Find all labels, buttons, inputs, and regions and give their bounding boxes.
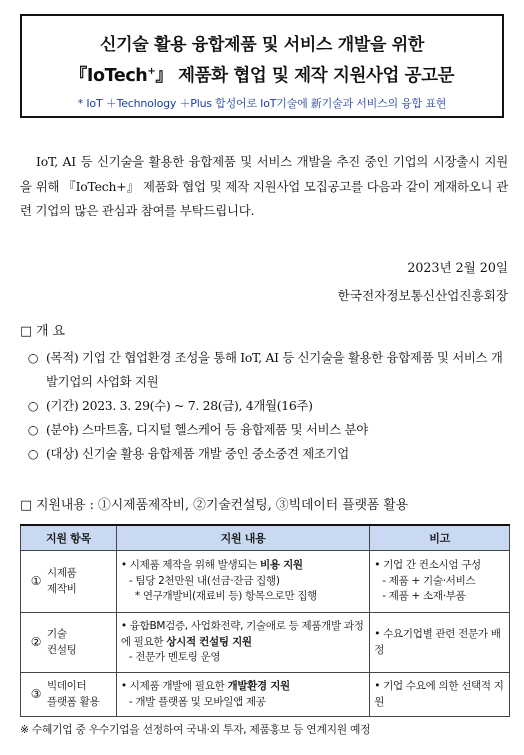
title-line-2 (22, 62, 502, 87)
support-item-cell (21, 613, 117, 673)
intro-paragraph (20, 150, 508, 224)
content-sub: - 팀당 2천만원 내(선금·잔금 집행) (128, 574, 280, 587)
overview-item-purpose (20, 346, 510, 394)
remarks-sub: - 제품 + 기술·서비스 (382, 574, 476, 587)
title-plus-sup: + (147, 66, 156, 78)
title-line-2-pre: 『IoTech (69, 66, 148, 86)
remarks-line: • 기업 간 컨소시엄 구성 (374, 559, 481, 572)
overview-heading: □ 개 요 (20, 324, 65, 339)
support-item-cell (21, 673, 117, 717)
item-name: 빅데이터 플랫폼 활용 (47, 680, 100, 708)
remarks-sub: - 제품 + 소재·부품 (382, 590, 466, 603)
content-emphasis: 개발환경 지원 (227, 680, 290, 692)
table-row (21, 673, 510, 717)
item-number: ③ (30, 686, 42, 701)
content-emphasis: 상시적 컨설팅 지원 (166, 635, 252, 648)
support-content-cell (116, 673, 369, 717)
support-heading: □ 지원내용 : ①시제품제작비, ②기술컨설팅, ③빅데이터 플랫폼 활용 (20, 498, 409, 513)
circle-bullet-icon: ○ (27, 350, 39, 365)
support-remarks-cell (370, 673, 510, 717)
support-content-cell (116, 551, 369, 613)
content-sub: - 전문가 멘토링 운영 (128, 651, 221, 664)
item-name: 기술 컨설팅 (47, 628, 77, 656)
circle-bullet-icon: ○ (27, 446, 39, 461)
overview-list (20, 346, 510, 466)
overview-item-text: (분야) 스마트홈, 디지털 헬스케어 등 융합제품 및 서비스 분야 (46, 422, 368, 437)
footnote: ※ 수혜기업 중 우수기업을 선정하여 국내·외 투자, 제품홍보 등 연계지원 예정 (20, 723, 371, 736)
header-remarks: 비고 (370, 525, 510, 551)
support-item-cell (21, 551, 117, 613)
content-line: • 융합BM검증, 사업화전략, 기술애로 등 제품개발 과정에 필요한 (120, 620, 364, 648)
title-line-2-post: 』 제품화 협업 및 제작 지원사업 공고문 (155, 66, 455, 86)
table-row (21, 551, 510, 613)
remarks-line: • 수요기업별 관련 전문가 배정 (374, 628, 501, 656)
title-box (20, 14, 504, 118)
content-sub: - 개발 플랫폼 및 모바일앱 제공 (128, 695, 266, 708)
circle-bullet-icon: ○ (27, 422, 39, 437)
circle-bullet-icon: ○ (27, 398, 39, 413)
support-remarks-cell (370, 613, 510, 673)
content-emphasis: 비용 지원 (260, 559, 303, 572)
intro-text: IoT, AI 등 신기술을 활용한 융합제품 및 서비스 개발을 추진 중인 기업의 시장출시 지원을 위해 『IoTech+』 제품화 협업 및 제작 지원사업 모집공고를 다음과 같이 게재하오니 관련 기업의 많은 관심과 참여를 부탁드립니다. (20, 154, 508, 218)
support-remarks-cell (370, 551, 510, 613)
remarks-line: • 기업 수요에 의한 선택적 지원 (374, 680, 504, 708)
overview-item-text: (대상) 신기술 활용 융합제품 개발 중인 중소중견 제조기업 (46, 446, 349, 461)
overview-item-target (20, 442, 510, 466)
header-item: 지원 항목 (21, 525, 117, 551)
content-line: • 시제품 개발에 필요한 (120, 680, 228, 692)
title-line-1: 신기술 활용 융합제품 및 서비스 개발을 위한 (100, 35, 424, 55)
support-table (20, 524, 510, 717)
overview-item-period (20, 394, 510, 418)
overview-item-text: (기간) 2023. 3. 29(수) ~ 7. 28(금), 4개월(16주) (46, 398, 313, 413)
content-line: • 시제품 제작을 위해 발생되는 (120, 559, 261, 572)
title-note: * IoT ＋Technology ＋Plus 합성어로 IoT기술에 新기술과 서비스의 융합 표현 (77, 97, 447, 110)
overview-item-text: (목적) 기업 간 협업환경 조성을 통해 IoT, AI 등 신기술을 활용한 융합제품 및 서비스 개발기업의 사업화 지원 (46, 350, 503, 389)
item-number: ① (30, 573, 42, 588)
support-content-cell (116, 613, 369, 673)
header-content: 지원 내용 (116, 525, 369, 551)
item-name: 시제품 제작비 (47, 567, 77, 595)
item-number: ② (30, 634, 42, 649)
organization-name: 한국전자정보통신산업진흥회장 (337, 288, 508, 303)
announcement-date: 2023년 2월 20일 (407, 260, 508, 275)
table-row (21, 613, 510, 673)
overview-item-field (20, 418, 510, 442)
table-header-row (21, 525, 510, 551)
content-note: * 연구개발비(재료비 등) 항목으로만 집행 (134, 590, 318, 603)
